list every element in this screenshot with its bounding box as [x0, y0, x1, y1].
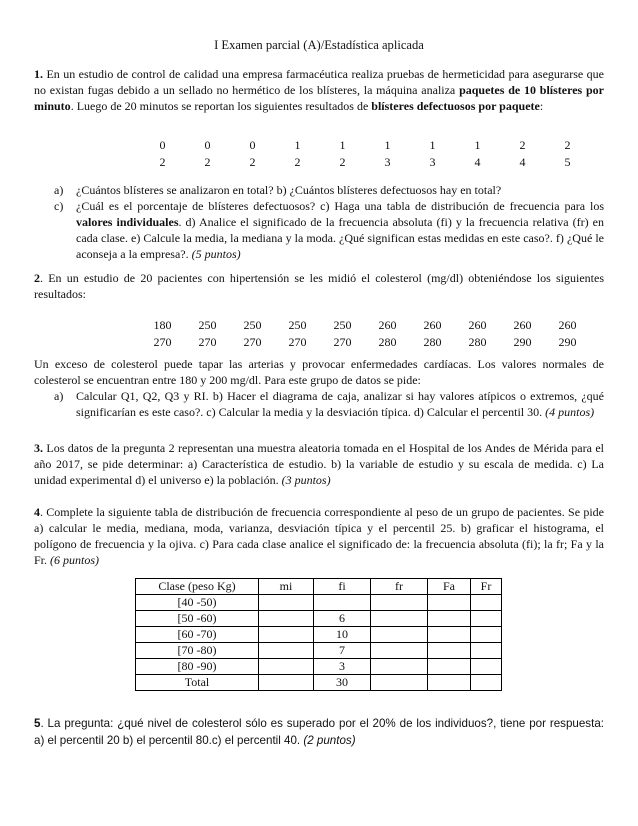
table-cell: 10: [314, 627, 371, 643]
data-value: 270: [243, 335, 262, 349]
table-cell: [371, 595, 428, 611]
data-value: 2: [519, 138, 526, 152]
data-row: [140, 137, 590, 154]
data-value: 290: [513, 335, 532, 349]
table-cell: [471, 675, 502, 691]
data-value: 260: [423, 318, 442, 332]
table-cell: 6: [314, 611, 371, 627]
data-value: 2: [204, 155, 211, 169]
data-value: 270: [288, 335, 307, 349]
data-value: 4: [519, 155, 526, 169]
data-value: 280: [468, 335, 487, 349]
question-2-items: [54, 388, 604, 420]
data-value: 260: [558, 318, 577, 332]
table-cell: [428, 659, 471, 675]
data-value: 2: [339, 155, 346, 169]
data-value: 250: [333, 318, 352, 332]
question-3-number: 3.: [34, 441, 43, 455]
question-1-data-grid: [140, 137, 590, 171]
data-value: 270: [333, 335, 352, 349]
table-cell: [40 -50): [136, 595, 259, 611]
data-row: [140, 317, 590, 334]
table-header-cell: Fa: [428, 579, 471, 595]
question-1-number: 1.: [34, 67, 43, 81]
question-3-text: 3. Los datos de la pregunta 2 representan una muestra aleatoria tomada en el Hospital de los Andes de Mérida para el año 2017, se pide determinar: a) Característica de estudio. b) la variable de estudio y su escala de medida. c) La unidad experimental d) el universo e) la población. (3 puntos): [34, 441, 604, 487]
table-cell: [471, 595, 502, 611]
table-cell: [471, 659, 502, 675]
question-1-text: 1. En un estudio de control de calidad una empresa farmacéutica realiza pruebas de hermeticidad para asegurarse que no existan fugas debido a un sellado no hermético de los blísteres, la máquina analiza paquetes de 10 blísteres por minuto. Luego de 20 minutos se reportan los siguientes resultados de blísteres defectuosos por paquete:: [34, 67, 604, 113]
table-cell: [471, 611, 502, 627]
table-total-row: [136, 675, 502, 691]
data-value: 280: [378, 335, 397, 349]
list-item: c) ¿Cuál es el porcentaje de blísteres defectuosos? c) Haga una tabla de distribución de frecuencia para los valores individuales. d) Analice el significado de la frecuencia absoluta (fi) y la frecuencia relativa (fr) en cada clase. e) Calcule la media, la mediana y la moda. ¿Qué significan estas medidas en este caso?. f) ¿Qué le aconseja a la empresa?. (5 puntos): [54, 199, 604, 261]
table-cell: [259, 643, 314, 659]
data-value: 260: [468, 318, 487, 332]
table-cell: [259, 595, 314, 611]
data-value: 250: [198, 318, 217, 332]
question-2-data-grid: [140, 317, 590, 351]
table-cell: [259, 611, 314, 627]
data-value: 270: [153, 335, 172, 349]
question-2-context: Un exceso de colesterol puede tapar las arterias y provocar enfermedades cardíacas. Los valores normales de colesterol se encuentran entre 180 y 200 mg/dl. Para este grupo de datos se pide:: [34, 357, 604, 387]
table-cell: [371, 611, 428, 627]
table-row: [136, 611, 502, 627]
total-value: 30: [314, 675, 371, 691]
data-value: 1: [294, 138, 301, 152]
data-value: 270: [198, 335, 217, 349]
table-cell: [50 -60): [136, 611, 259, 627]
question-2-text: 2. En un estudio de 20 pacientes con hipertensión se les midió el colesterol (mg/dl) obteniéndose los siguientes resultados:: [34, 271, 604, 301]
exam-title: I Examen parcial (A)/Estadística aplicada: [214, 38, 424, 52]
data-value: 260: [378, 318, 397, 332]
table-row: [136, 595, 502, 611]
data-row: [140, 154, 590, 171]
table-cell: [428, 627, 471, 643]
table-cell: [259, 675, 314, 691]
data-row: [140, 334, 590, 351]
table-cell: [259, 659, 314, 675]
question-1-items: [54, 182, 604, 262]
table-cell: [371, 659, 428, 675]
data-value: 290: [558, 335, 577, 349]
table-cell: [60 -70): [136, 627, 259, 643]
table-cell: [314, 595, 371, 611]
table-cell: [471, 643, 502, 659]
table-header-row: [136, 579, 502, 595]
list-item: a) Calcular Q1, Q2, Q3 y RI. b) Hacer el diagrama de caja, analizar si hay valores atípicos o extremos, ¿qué significarían es este caso?. c) Calcular la media y la desviación típica. d) Calcular el percentil 30. (4 puntos): [54, 389, 604, 419]
data-value: 2: [249, 155, 256, 169]
data-value: 0: [204, 138, 211, 152]
table-cell: [70 -80): [136, 643, 259, 659]
data-value: 2: [294, 155, 301, 169]
table-header-cell: Fr: [471, 579, 502, 595]
data-value: 2: [159, 155, 166, 169]
table-cell: [471, 627, 502, 643]
data-value: 2: [564, 138, 571, 152]
question-5-text: 5. La pregunta: ¿qué nivel de colesterol sólo es superado por el 20% de los individuos?, tiene por respuesta: a) el percentil 20 b) el percentil 80.c) el percentil 40. (2 puntos): [34, 717, 604, 747]
table-cell: [428, 675, 471, 691]
table-row: [136, 627, 502, 643]
data-value: 4: [474, 155, 481, 169]
data-value: 280: [423, 335, 442, 349]
data-value: 3: [429, 155, 436, 169]
data-value: 260: [513, 318, 532, 332]
table-cell: [371, 627, 428, 643]
data-value: 1: [429, 138, 436, 152]
table-cell: [428, 595, 471, 611]
question-4-number: 4: [34, 505, 40, 519]
data-value: 3: [384, 155, 391, 169]
data-value: 1: [474, 138, 481, 152]
data-value: 0: [249, 138, 256, 152]
table-cell: [371, 675, 428, 691]
frequency-table: [135, 578, 502, 691]
data-value: 180: [153, 318, 172, 332]
total-label: Total: [136, 675, 259, 691]
table-cell: [428, 611, 471, 627]
table-cell: 3: [314, 659, 371, 675]
question-2-number: 2: [34, 271, 40, 285]
list-item: a) ¿Cuántos blísteres se analizaron en total? b) ¿Cuántos blísteres defectuosos hay en total?: [54, 183, 502, 197]
question-4-text: 4. Complete la siguiente tabla de distribución de frecuencia correspondiente al peso de un grupo de pacientes. Se pide a) calcular le media, mediana, moda, varianza, desviación típica y el percentil 25. b) graficar el histograma, el polígono de frecuencia y la ojiva. c) Para cada clase analice el significado de: la frecuencia absoluta (fi); la fr; Fa y la Fr. (6 puntos): [34, 505, 604, 567]
table-cell: [371, 643, 428, 659]
table-header-cell: Clase (peso Kg): [136, 579, 259, 595]
table-cell: [259, 627, 314, 643]
table-row: [136, 643, 502, 659]
table-cell: [428, 643, 471, 659]
data-value: 1: [339, 138, 346, 152]
table-row: [136, 659, 502, 675]
question-5-number: 5: [34, 717, 41, 730]
table-header-cell: fr: [371, 579, 428, 595]
table-cell: 7: [314, 643, 371, 659]
data-value: 250: [243, 318, 262, 332]
table-cell: [80 -90): [136, 659, 259, 675]
table-header-cell: fi: [314, 579, 371, 595]
data-value: 0: [159, 138, 166, 152]
data-value: 1: [384, 138, 391, 152]
data-value: 250: [288, 318, 307, 332]
table-header-cell: mi: [259, 579, 314, 595]
data-value: 5: [564, 155, 571, 169]
